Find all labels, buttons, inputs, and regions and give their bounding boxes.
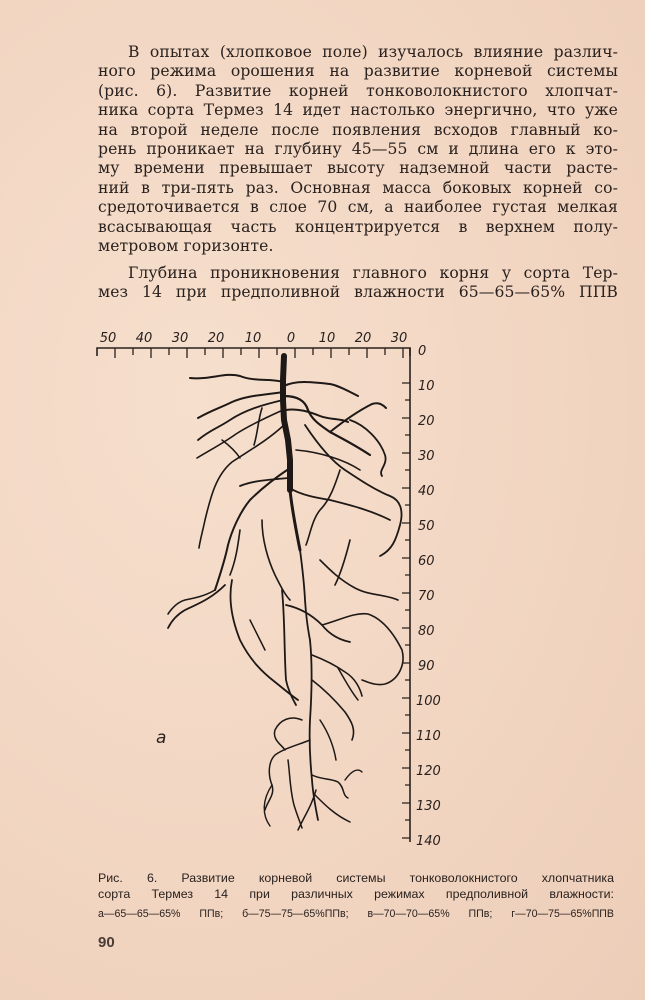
caption-legend-line: а—65—65—65% ППв; б—75—75—65%ППв; в—70—70—65% ППв; г—70—75—65%ППВ: [98, 908, 614, 920]
text-line: на второй неделе после появления всходов главный ко-: [98, 120, 618, 139]
y-tick-label: 100: [416, 694, 441, 709]
root-drawing: [168, 356, 403, 830]
y-tick-label: 90: [418, 659, 435, 674]
text-line: средоточивается в слое 70 см, а наиболее густая мелкая: [98, 198, 618, 217]
text-line: всасывающая часть концентрируется в верхнем полу-: [98, 217, 618, 236]
y-tick-label: 20: [418, 414, 435, 429]
horizontal-axis: [97, 348, 410, 358]
text-line: В опытах (хлопковое поле) изучалось влияние различ-: [128, 43, 618, 61]
x-tick-label: 0: [286, 331, 296, 346]
y-tick-label: 130: [416, 799, 441, 814]
y-tick-label: 60: [418, 554, 435, 569]
text-line: му времени превышает высоту надземной части расте-: [98, 159, 618, 178]
text-line: ника сорта Термез 14 идет настолько энергично, что уже: [98, 101, 618, 120]
y-tick-label: 30: [418, 449, 435, 464]
horizontal-axis-labels: [100, 331, 408, 346]
y-tick-label: 0: [418, 344, 427, 359]
y-tick-label: 110: [416, 729, 441, 744]
x-tick-label: 30: [390, 331, 408, 346]
x-tick-label: 50: [99, 331, 117, 346]
text-line: Глубина проникновения главного корня у сорта Тер-: [128, 264, 618, 282]
y-tick-label: 140: [416, 834, 441, 849]
text-line: (рис. 6). Развитие корней тонковолокнистого хлопчат-: [98, 81, 618, 100]
x-tick-label: 20: [207, 331, 225, 346]
y-tick-label: 120: [416, 764, 441, 779]
y-tick-label: 50: [418, 519, 435, 534]
caption-line: сорта Термез 14 при различных режимах предполивной влажности:: [98, 887, 614, 901]
root-system-figure: [0, 320, 645, 860]
x-tick-label: 10: [244, 331, 262, 346]
x-tick-label: 20: [354, 331, 372, 346]
text-line: ний в три-пять раз. Основная масса боковых корней со-: [98, 178, 618, 197]
paragraph-2: [98, 264, 618, 303]
figure-caption: [98, 870, 614, 922]
text-line: ного режима орошения на развитие корневой системы: [98, 62, 618, 81]
y-tick-label: 10: [418, 379, 435, 394]
text-line: мез 14 при предполивной влажности 65—65—65% ППВ: [98, 283, 618, 302]
root-diagram: [0, 320, 645, 860]
y-tick-label: 80: [418, 624, 435, 639]
x-tick-label: 40: [135, 331, 153, 346]
x-tick-label: 30: [171, 331, 189, 346]
y-tick-label: 70: [418, 589, 435, 604]
paragraph-1: [98, 43, 618, 256]
vertical-axis: [402, 348, 410, 842]
vertical-axis-labels: [416, 344, 441, 849]
x-tick-label: 10: [318, 331, 336, 346]
text-line: метровом горизонте.: [98, 237, 274, 256]
panel-label: а: [156, 728, 167, 748]
y-tick-label: 40: [418, 484, 435, 499]
page-number: 90: [98, 934, 115, 951]
caption-line: Рис. 6. Развитие корневой системы тонковолокнистого хлопчатника: [98, 871, 614, 885]
text-line: рень проникает на глубину 45—55 см и длина его к это-: [98, 140, 618, 159]
